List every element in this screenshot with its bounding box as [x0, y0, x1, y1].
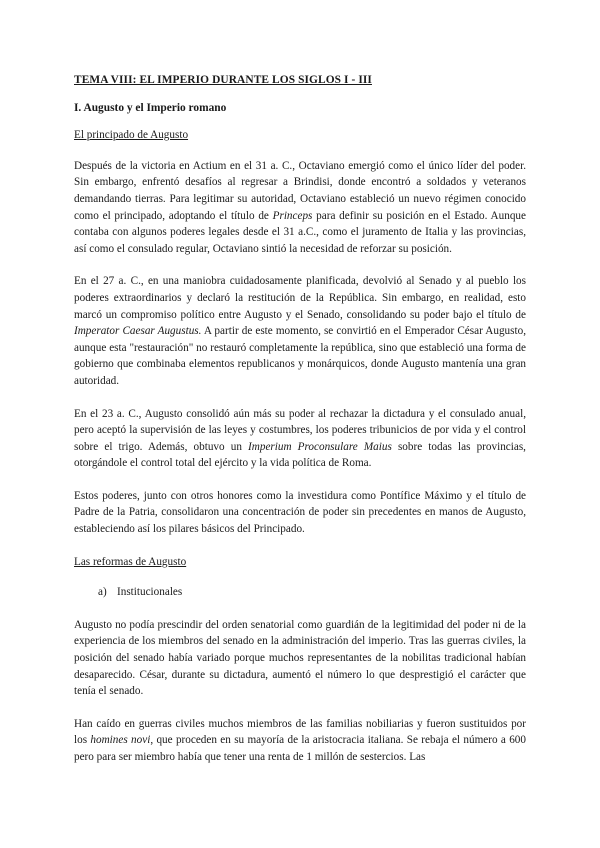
list-item: [98, 584, 526, 601]
subsection-heading: Las reformas de Augusto: [74, 555, 187, 568]
subsection-heading: El principado de Augusto: [74, 129, 189, 142]
section-heading: I. Augusto y el Imperio romano: [74, 101, 227, 114]
paragraph-5: Augusto no podía prescindir del orden senatorial como guardián de la legitimidad del poder ni de la experiencia de los miembros del senado en la administración del imperio. Tras las guerras civiles, la posición del senado había variado porque muchos representantes de la nobilitas tradicional habían desaparecido. César, durante su dictadura, aumentó el número lo que desprestigió el carácter que tenía el senado.: [74, 618, 526, 698]
paragraph-1: Después de la victoria en Actium en el 31 a. C., Octaviano emergió como el único líder del poder. Sin embargo, enfrentó desafíos al regresar a Brindisi, donde encontró a soldados y veteranos demandando tierras. Para legitimar su autoridad, Octaviano estableció un nuevo régimen conocido como el principado, adoptando el título de Princeps para definir su posición en el Estado. Aunque contaba con algunos poderes legales desde el 31 a.C., como el juramento de Italia y las provincias, así como el consulado regular, Octaviano sintió la necesidad de reforzar su posición.: [74, 159, 526, 255]
document-title: TEMA VIII: EL IMPERIO DURANTE LOS SIGLOS I - III: [74, 74, 372, 86]
list-marker: a): [98, 586, 107, 599]
paragraph-6: Han caído en guerras civiles muchos miembros de las familias nobiliarias y fueron sustituidos por los homines novi, que proceden en su mayoría de la aristocracia italiana. Se rebaja el número a 600 pero para ser miembro había que tener una renta de 1 millón de sestercios. Las: [74, 717, 526, 763]
paragraph-3: En el 23 a. C., Augusto consolidó aún más su poder al rechazar la dictadura y el consulado anual, pero aceptó la supervisión de las leyes y costumbres, los poderes tribunicios de por vida y el control sobre el trigo. Además, obtuvo un Imperium Proconsulare Maius sobre todas las provincias, otorgándole el control total del ejército y la vida política de Roma.: [74, 407, 526, 470]
paragraph-2: En el 27 a. C., en una maniobra cuidadosamente planificada, devolvió al Senado y al pueblo los poderes extraordinarios y declaró la restitución de la República. Sin embargo, en realidad, esto marcó un compromiso político entre Augusto y el Senado, consolidando su poder bajo el título de Imperator Caesar Augustus. A partir de este momento, se convirtió en el Emperador César Augusto, aunque esta "restauración" no restauró completamente la república, sino que estableció una forma de gobierno que combinaba elementos republicanos y monárquicos, donde Augusto mantenía una gran autoridad.: [74, 275, 526, 387]
list-item-label: Institucionales: [117, 586, 183, 599]
paragraph-4: Estos poderes, junto con otros honores como la investidura como Pontífice Máximo y el título de Padre de la Patria, consolidaron una concentración de poder sin precedentes en manos de Augusto, estableciendo así los pilares básicos del Principado.: [74, 489, 526, 536]
document-page: [74, 72, 526, 782]
